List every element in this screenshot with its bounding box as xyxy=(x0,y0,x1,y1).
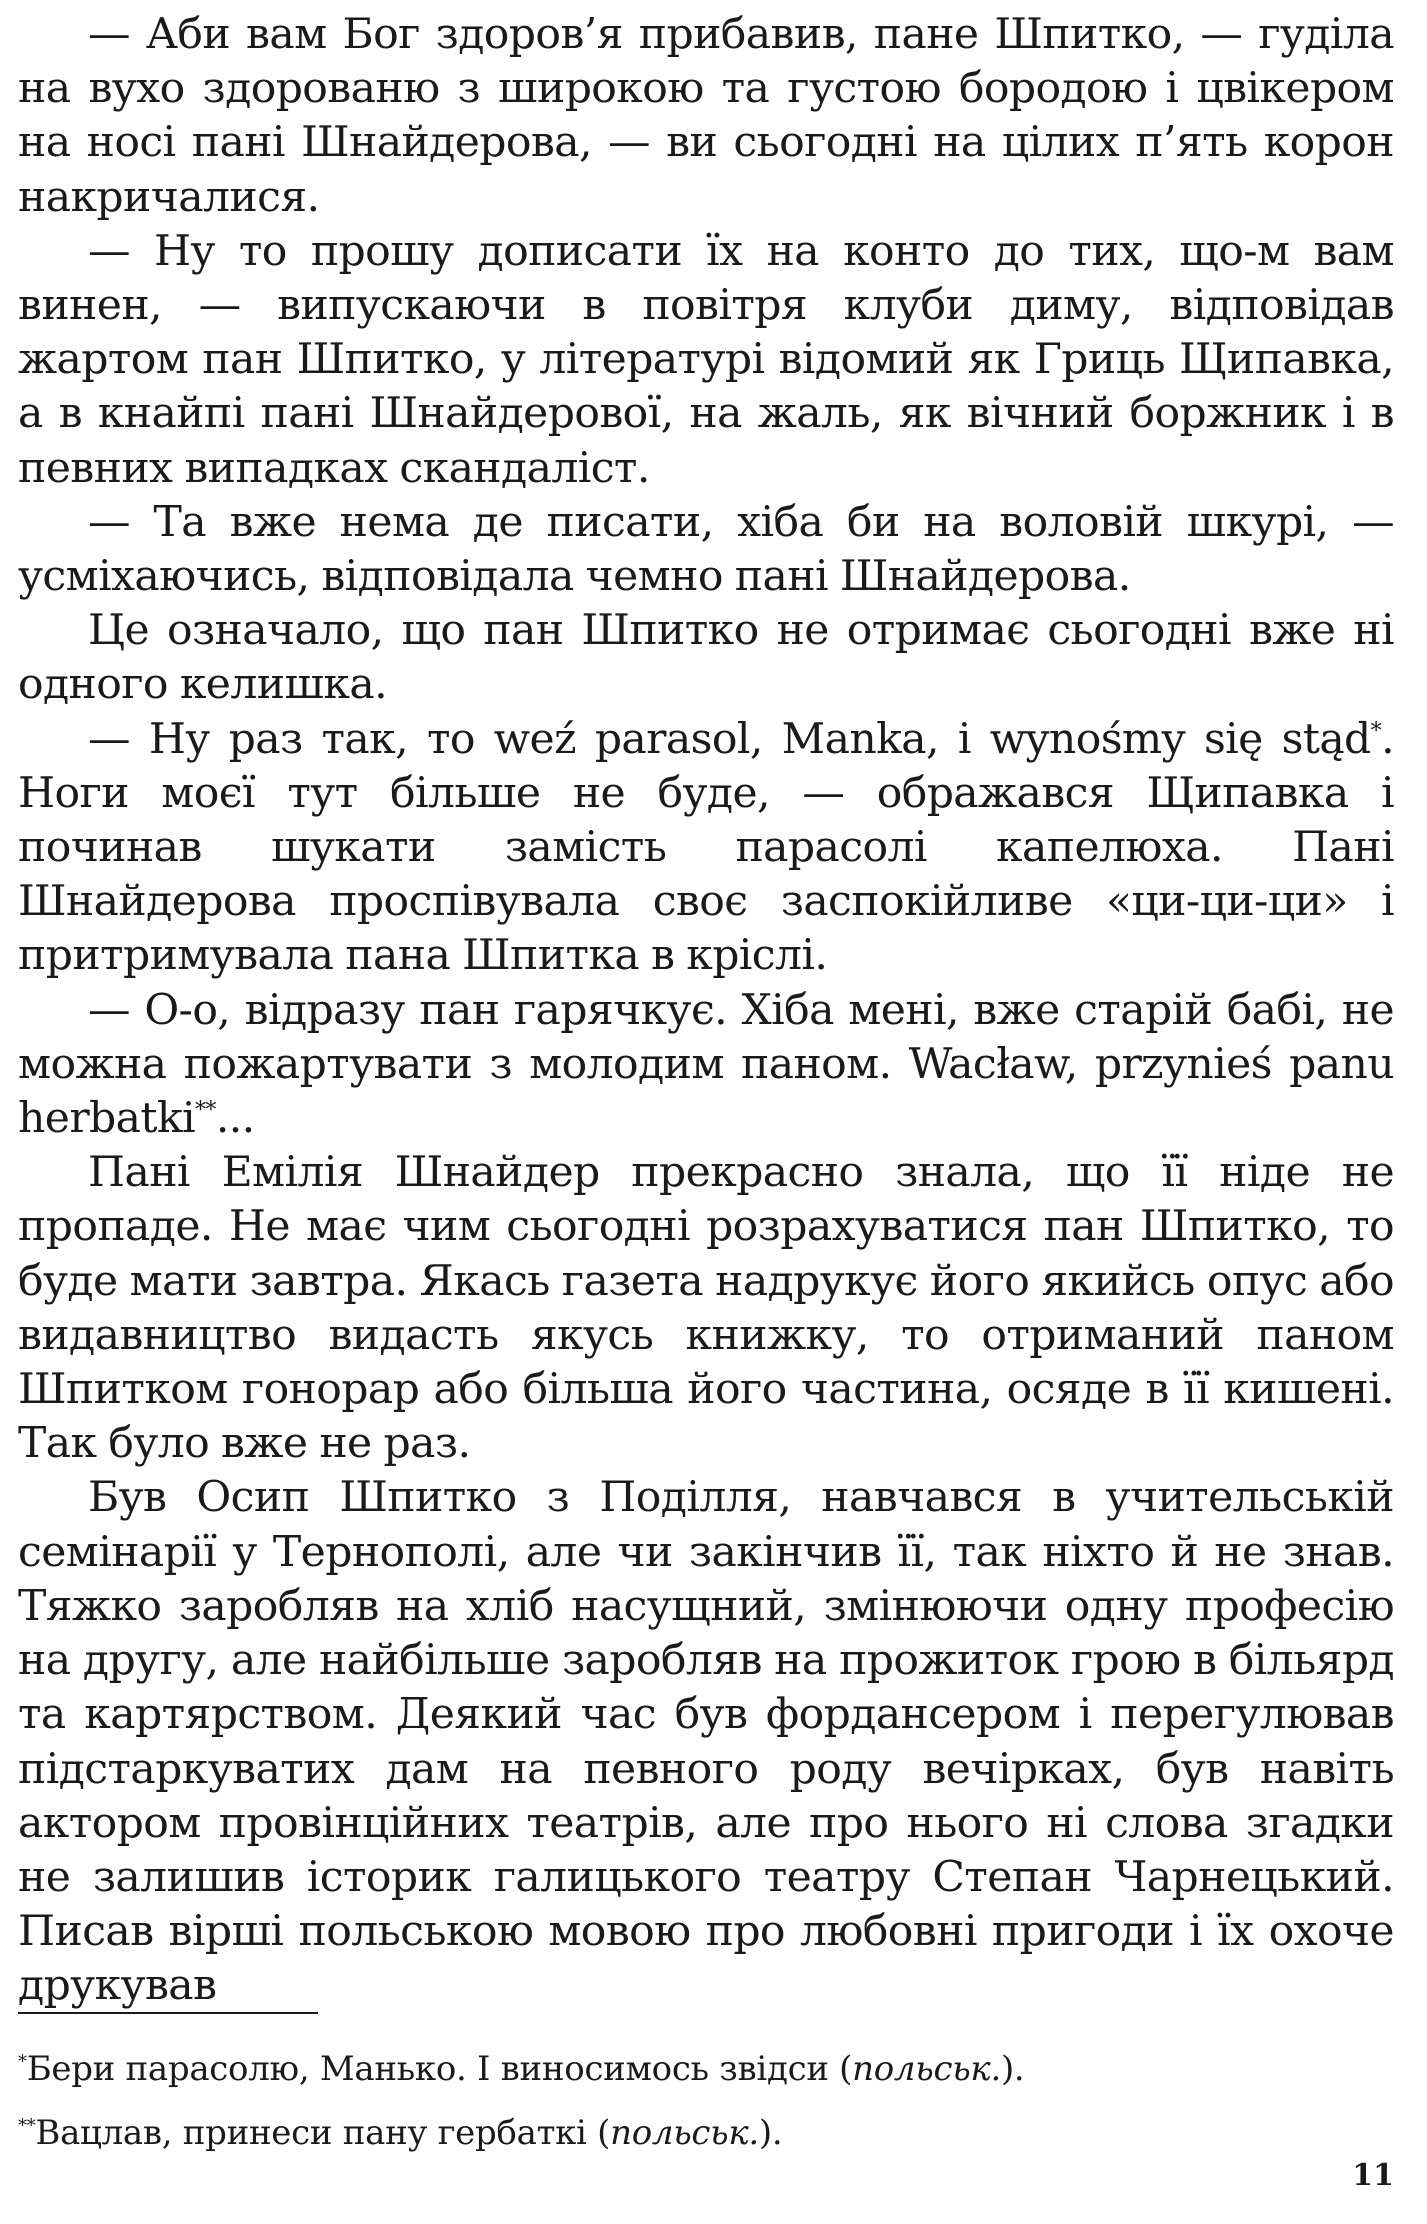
paragraph: — Ну то прошу дописати їх на конто до тих, що-м вам винен, — випускаючи в повітря клуби диму, відповідав жартом пан Шпитко, у літературі відомий як Гриць Щипавка, а в кнайпі пані Шнайдерової, на жаль, як вічний боржник і в певних випадках скандаліст. xyxy=(18,226,1394,493)
paragraph: Це означало, що пан Шпитко не отримає сьогодні вже ні одного келишка. xyxy=(18,606,1394,710)
footnote-mark: * xyxy=(18,2051,27,2073)
footnote: *Бери парасолю, Манько. І виносимось звідси (польськ.). xyxy=(18,2049,1025,2089)
footnote-reference: ** xyxy=(195,1097,216,1123)
paragraph: — Ну раз так, то weź parasol, Manka, i wynośmy się stąd*. Ноги моєї тут більше не буде, — ображався Щипавка і починав шукати замість парасолі капелюха. Пані Шнайдерова проспівувала своє заспокійливе «ци-ци-ци» і притримувала пана Шпитка в кріслі. xyxy=(18,714,1394,981)
footnotes xyxy=(18,2048,1394,2176)
page-body xyxy=(18,8,1394,2014)
footnote-mark: ** xyxy=(18,2115,36,2137)
paragraph: Пані Емілія Шнайдер прекрасно знала, що її ніде не пропаде. Не має чим сьогодні розрахуватися пан Шпитко, то буде мати завтра. Якась газета надрукує його якийсь опус або видавництво видасть якусь книжку, то отриманий паном Шпитком гонорар або більша його частина, осяде в її кишені. Так було вже не раз. xyxy=(18,1148,1394,1469)
paragraph: Був Осип Шпитко з Поділля, навчався в учительській семінарії у Тернополі, але чи закінчив її, так ніхто й не знав. Тяжко заробляв на хліб насущний, змінюючи одну професію на другу, але найбільше заробляв на прожиток грою в більярд та картярством. Деякий час був фордансером і перегулював підстаркуватих дам на певного роду вечірках, був навіть актором провінційних театрів, але про нього ні слова згадки не залишив історик галицького театру Степан Чарнецький. Писав вірші польською мовою про любовні пригоди і їх охоче друкував xyxy=(18,1473,1394,2011)
page-number: 11 xyxy=(1352,2158,1394,2193)
footnote: **Вацлав, принеси пану гербаткі (польськ.). xyxy=(18,2113,783,2153)
paragraph: — Аби вам Бог здоров’я прибавив, пане Шпитко, — гуділа на вухо здорованю з широкою та густою бородою і цвікером на носі пані Шнайдерова, — ви сьогодні на цілих п’ять корон накричалися. xyxy=(18,10,1394,222)
footnote-divider xyxy=(18,2012,318,2014)
footnote-reference: * xyxy=(1370,718,1382,744)
paragraph: — Та вже нема де писати, хіба би на воловій шкурі, — усміхаючись, відповідала чемно пані Шнайдерова. xyxy=(18,497,1394,602)
paragraph: — О-о, відразу пан гарячкує. Хіба мені, вже старій бабі, не можна пожартувати з молодим паном. Wacław, przynieś panu herbatki**... xyxy=(18,985,1394,1144)
